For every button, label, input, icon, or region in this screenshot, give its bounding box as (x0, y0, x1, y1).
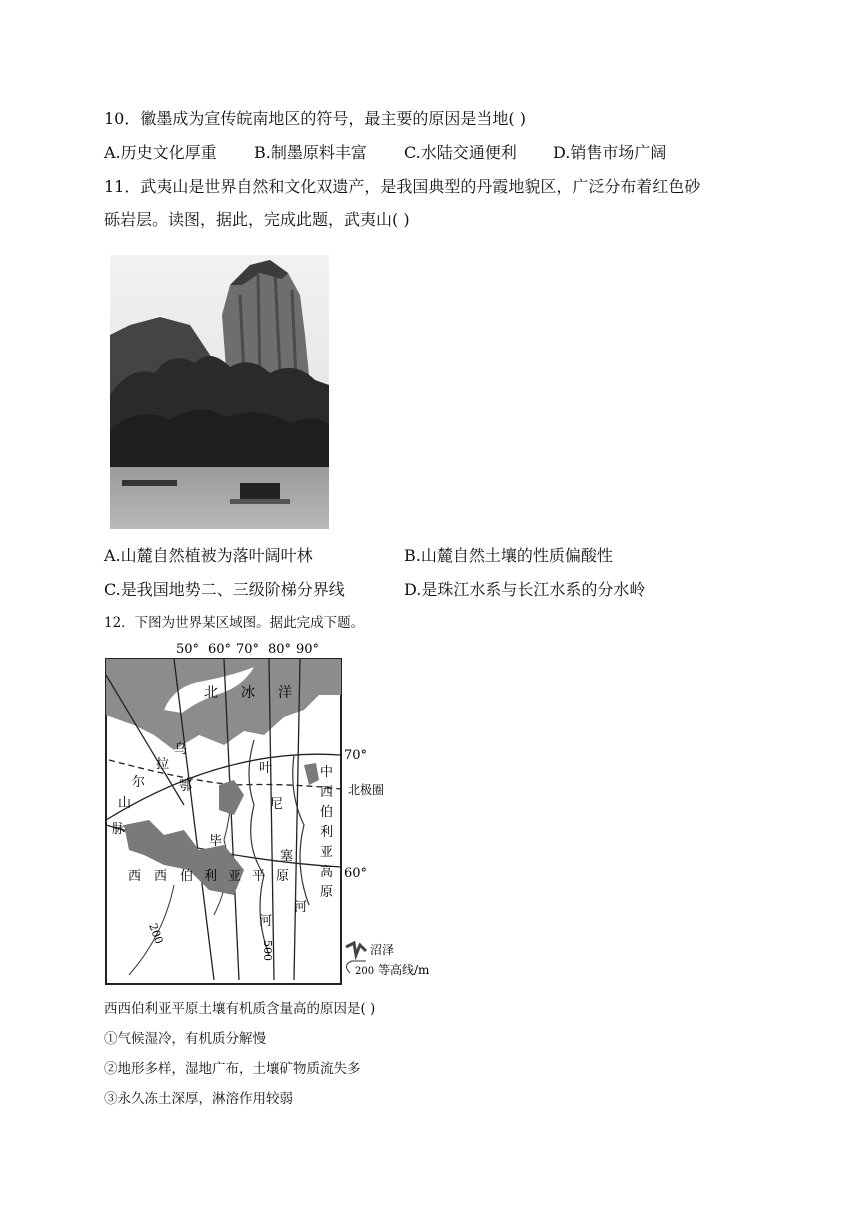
q11-stem-line1: 11．武夷山是世界自然和文化双遗产，是我国典型的丹霞地貌区，广泛分布着红色砂 (104, 177, 701, 196)
ws-char-4: 利 (204, 869, 218, 884)
q12-statement-3: ③永久冻土深厚，淋溶作用较弱 (104, 1091, 293, 1107)
cs-char-1: 中 (320, 765, 334, 780)
cs-char-7: 原 (320, 885, 334, 900)
yenisei-char-3: 塞 (280, 849, 294, 864)
ocean-char-3: 洋 (278, 685, 292, 701)
lat-70: 70° (344, 748, 368, 763)
ocean-char-1: 北 (204, 685, 218, 701)
ural-char-3: 尔 (132, 775, 146, 790)
q10-option-c: C.水陆交通便利 (404, 143, 517, 162)
q10-stem: 10．徽墨成为宣传皖南地区的符号，最主要的原因是当地( ) (104, 109, 526, 128)
wuyishan-photo (110, 255, 329, 529)
arctic-circle-label: 北极圈 (348, 783, 385, 797)
map-contour-200: 200 (146, 921, 166, 946)
wuyishan-photo-drawing (110, 255, 329, 529)
ural-char-5: 脉 (112, 822, 126, 837)
legend-swamp: 沼泽 (370, 943, 395, 957)
ural-char-2: 拉 (156, 757, 170, 772)
lon-80: 80° (268, 642, 292, 657)
ob-char-1: 鄂 (179, 779, 193, 794)
legend-contour: 等高线/m (378, 963, 430, 977)
cs-char-2: 西 (320, 785, 334, 800)
q10-option-b: B.制墨原料丰富 (254, 143, 367, 162)
ural-char-1: 乌 (174, 742, 188, 757)
cs-char-5: 亚 (320, 845, 334, 860)
yenisei-char-2: 尼 (270, 797, 284, 812)
lon-60: 60° (208, 642, 232, 657)
lat-60: 60° (344, 866, 368, 881)
q10-option-a: A.历史文化厚重 (104, 143, 217, 162)
lon-90: 90° (296, 642, 320, 657)
q12-statement-2: ②地形多样，湿地广布，土壤矿物质流失多 (104, 1061, 361, 1077)
yenisei-char-1: 叶 (259, 761, 273, 776)
ob-char-2: 毕 (209, 834, 223, 849)
q11-stem-line2: 砾岩层。读图，据此，完成此题，武夷山( ) (104, 210, 410, 229)
ws-char-3: 伯 (180, 869, 194, 884)
ws-char-6: 平 (252, 869, 266, 884)
ural-char-4: 山 (118, 796, 132, 811)
ws-char-5: 亚 (228, 869, 242, 884)
map-drawing (104, 642, 449, 985)
ws-char-2: 西 (154, 869, 168, 884)
q12-question: 西西伯利亚平原土壤有机质含量高的原因是( ) (104, 1001, 376, 1017)
lon-70: 70° (236, 642, 260, 657)
q11-option-a: A.山麓自然植被为落叶阔叶林 (104, 546, 313, 565)
q10-option-d: D.销售市场广阔 (553, 143, 667, 162)
map-contour-500: 500 (261, 940, 274, 961)
ocean-char-2: 冰 (241, 685, 255, 701)
q11-option-d: D.是珠江水系与长江水系的分水岭 (404, 580, 646, 599)
legend-contour-value: 200 (355, 966, 375, 977)
q12-statement-1: ①气候湿冷，有机质分解慢 (104, 1031, 266, 1047)
river-char-1: 河 (259, 914, 273, 929)
cs-char-3: 伯 (320, 805, 334, 820)
q11-option-c: C.是我国地势二、三级阶梯分界线 (104, 580, 345, 599)
west-siberia-map (104, 642, 449, 985)
ws-char-7: 原 (276, 869, 290, 884)
ws-char-1: 西 (128, 869, 142, 884)
q12-stem: 12．下图为世界某区域图。据此完成下题。 (104, 615, 365, 631)
q11-option-b: B.山麓自然土壤的性质偏酸性 (404, 546, 613, 565)
cs-char-4: 利 (320, 825, 334, 840)
lon-50: 50° (176, 642, 200, 657)
cs-char-6: 高 (320, 865, 334, 880)
river-char-2: 河 (294, 900, 308, 915)
